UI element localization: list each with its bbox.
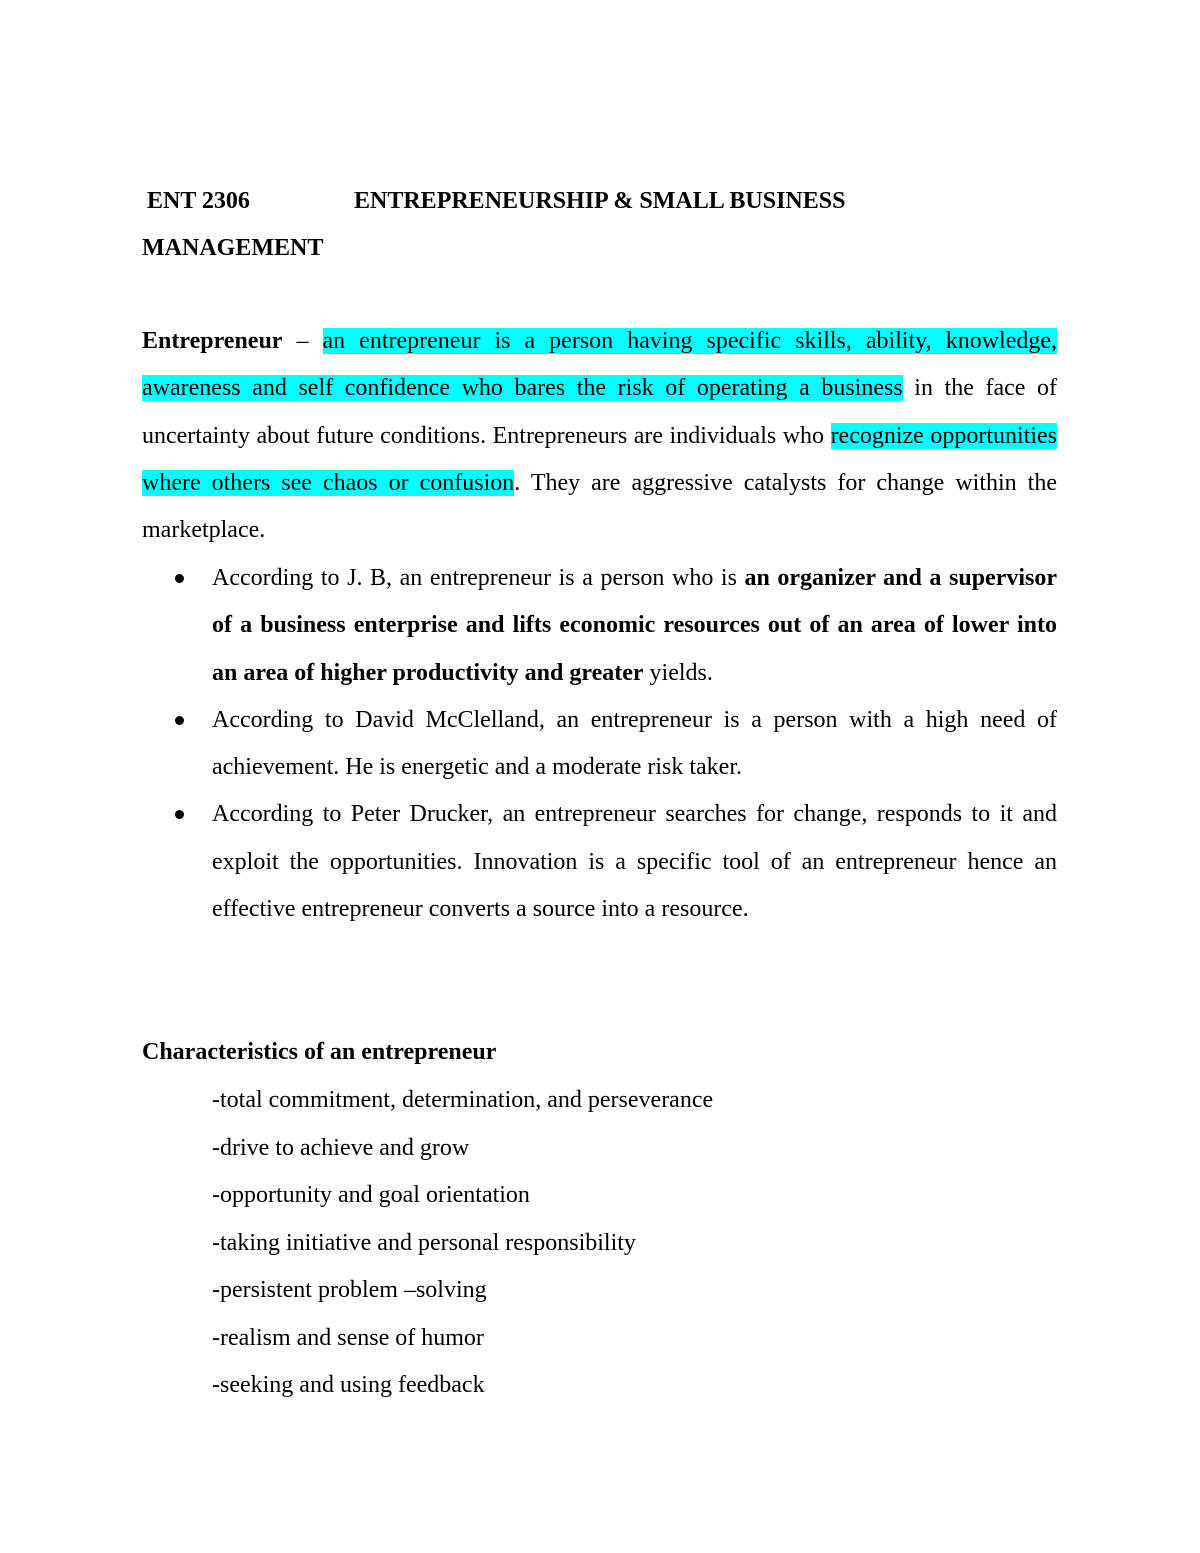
definition-dash: – — [282, 328, 323, 354]
definition-paragraph — [142, 318, 1057, 554]
list-item — [142, 791, 1057, 933]
bullet-text: yields. — [643, 659, 713, 686]
bullet-icon — [175, 810, 184, 819]
course-code: ENT 2306 — [147, 188, 250, 214]
bullet-icon — [175, 716, 184, 725]
definition-text: in the face of uncertainty about future conditions. Entrepreneurs are individuals who — [142, 375, 1057, 449]
list-item: -total commitment, determination, and perseverance — [212, 1087, 714, 1113]
bullet-icon — [175, 574, 184, 583]
list-item: -realism and sense of humor — [212, 1324, 484, 1351]
course-header — [147, 183, 1047, 223]
definition-term: Entrepreneur — [142, 328, 283, 354]
section-heading: Characteristics of an entrepreneur — [142, 1039, 497, 1065]
list-item — [142, 697, 1057, 792]
list-item: -taking initiative and personal responsibility — [212, 1229, 636, 1256]
bullet-text: According to David McClelland, an entrepreneur is a person with a high need of achievement. He is energetic and a moderate risk taker. — [212, 706, 1057, 781]
course-title: ENTREPRENEURSHIP & SMALL BUSINESS — [354, 188, 846, 214]
characteristics-list — [212, 1077, 713, 1410]
list-item: -opportunity and goal orientation — [212, 1182, 530, 1208]
definition-text: . They are aggressive catalysts for change within the marketplace. — [142, 469, 1057, 544]
list-item: -drive to achieve and grow — [212, 1134, 470, 1161]
highlighted-text: recognize opportunities where others see chaos or confusion — [142, 422, 1057, 496]
course-title-continued: MANAGEMENT — [142, 235, 324, 261]
bullet-text: According to Peter Drucker, an entrepreneur searches for change, responds to it and exploit the opportunities. Innovation is a specific tool of an entrepreneur hence an effective entrepreneur converts a source into a resource. — [212, 801, 1057, 923]
highlighted-text: an entrepreneur is a person having specific skills, ability, knowledge, awareness and self confidence who bares the risk of operating a business — [142, 328, 1058, 402]
bullet-text: According to J. B, an entrepreneur is a person who is — [212, 565, 745, 591]
list-item: -persistent problem –solving — [212, 1277, 487, 1303]
list-item — [142, 555, 1057, 697]
definitions-list — [142, 555, 1057, 933]
bullet-bold-text: an organizer and a supervisor of a business enterprise and lifts economic resources out of an area of lower into an area of higher productivity and greater — [212, 565, 1058, 686]
list-item: -seeking and using feedback — [212, 1372, 485, 1398]
